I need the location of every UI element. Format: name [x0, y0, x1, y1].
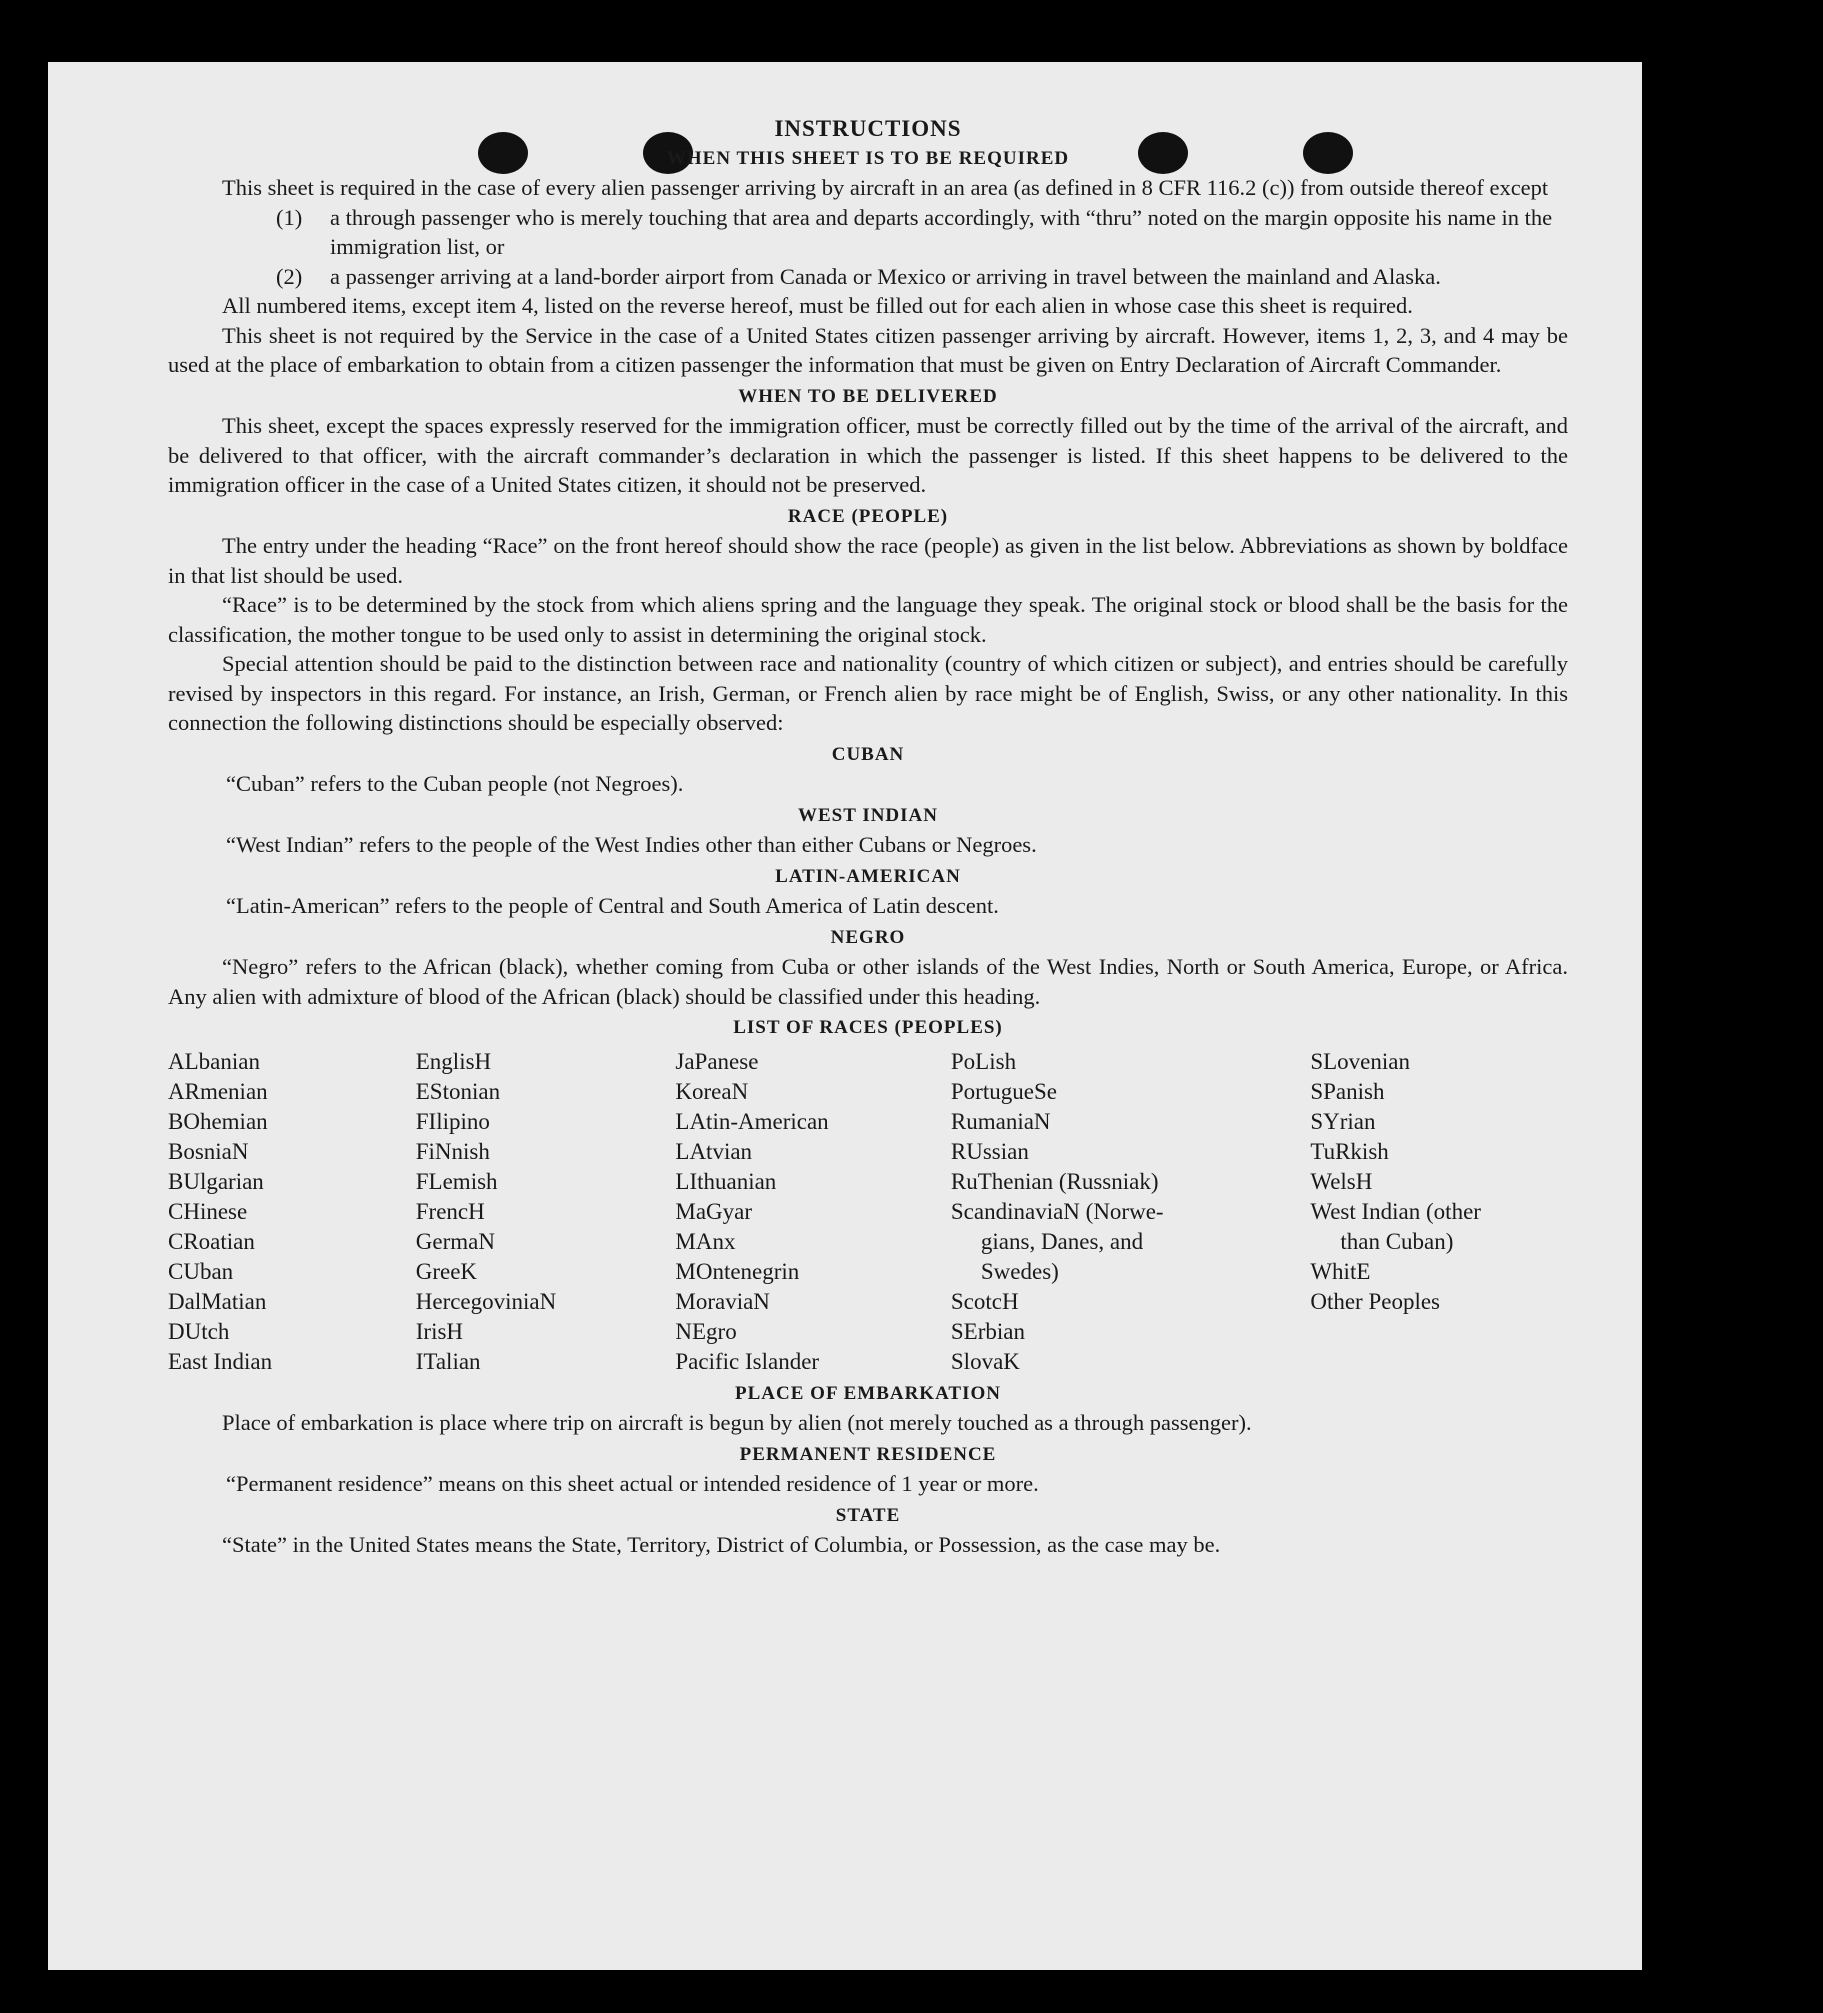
paragraph: The entry under the heading “Race” on the front hereof should show the race (people) as given in the list below. Abbreviations as shown by boldface in that list should be used. — [168, 533, 1568, 588]
race-entry: RUssian — [950, 1138, 1029, 1164]
race-entry: WelsH — [1310, 1168, 1373, 1194]
race-list — [168, 1047, 1568, 1377]
paragraph: “Permanent residence” means on this sheet actual or intended residence of 1 year or more. — [226, 1471, 1039, 1496]
race-column — [951, 1047, 1230, 1377]
section-heading: WHEN TO BE DELIVERED — [738, 385, 998, 407]
race-entry: CHinese — [168, 1198, 248, 1224]
item-text: a through passenger who is merely touching that area and departs accordingly, with “thru” noted on the margin opposite his name in the immigration list, or — [330, 204, 1553, 259]
race-entry: MaGyar — [675, 1198, 753, 1224]
race-entry: JaPanese — [675, 1048, 759, 1074]
race-entry: Other Peoples — [1310, 1288, 1441, 1314]
race-entry: DUtch — [168, 1318, 230, 1344]
race-entry: LAtin-American — [675, 1108, 829, 1134]
race-entry: gians, Danes, and — [980, 1228, 1144, 1254]
paragraph: This sheet is required in the case of every alien passenger arriving by aircraft in an area (as defined in 8 CFR 116.2 (c)) from outside thereof except — [222, 175, 1549, 200]
race-column — [1310, 1047, 1568, 1377]
paragraph: “Race” is to be determined by the stock from which aliens spring and the language they speak. The original stock or blood shall be the basis for the classification, the mother tongue to be used only to assist in determining the original stock. — [168, 592, 1568, 647]
race-entry: TuRkish — [1310, 1138, 1389, 1164]
race-entry: FiNnish — [415, 1138, 490, 1164]
paragraph: Special attention should be paid to the distinction between race and nationality (country of which citizen or subject), and entries should be carefully revised by inspectors in this regard. For instance, an Irish, German, or French alien by race might be of English, Swiss, or any other nationality. In this connection the following distinctions should be especially observed: — [168, 651, 1568, 735]
paragraph: Place of embarkation is place where trip on aircraft is begun by alien (not merely touched as a through passenger). — [222, 1410, 1252, 1435]
race-entry: East Indian — [168, 1348, 273, 1374]
race-column — [416, 1047, 676, 1377]
race-entry: RumaniaN — [950, 1108, 1051, 1134]
race-entry: GermaN — [415, 1228, 495, 1254]
race-entry: BOhemian — [168, 1108, 268, 1134]
section-heading: RACE (PEOPLE) — [787, 505, 949, 527]
race-entry: than Cuban) — [1340, 1228, 1454, 1254]
paragraph: “Cuban” refers to the Cuban people (not Negroes). — [226, 771, 684, 796]
race-entry: CRoatian — [168, 1228, 255, 1254]
race-entry: SLovenian — [1310, 1048, 1410, 1074]
race-entry: ITalian — [415, 1348, 481, 1374]
race-entry: LAtvian — [675, 1138, 753, 1164]
race-entry: MAnx — [675, 1228, 736, 1254]
race-entry: FIlipino — [415, 1108, 490, 1134]
race-entry: CUban — [168, 1258, 234, 1284]
race-entry: LIthuanian — [675, 1168, 777, 1194]
section-heading: LATIN-AMERICAN — [775, 865, 961, 887]
section-heading: WHEN THIS SHEET IS TO BE REQUIRED — [666, 147, 1070, 169]
race-entry: KoreaN — [675, 1078, 749, 1104]
list-item — [276, 203, 1568, 262]
section-heading: NEGRO — [830, 926, 906, 948]
race-entry: Swedes) — [980, 1258, 1059, 1284]
race-entry: ALbanian — [168, 1048, 260, 1074]
race-entry: WhitE — [1310, 1258, 1371, 1284]
race-entry: ARmenian — [168, 1078, 268, 1104]
section-heading: WEST INDIAN — [798, 804, 938, 826]
race-entry: HercegoviniaN — [415, 1288, 557, 1314]
race-entry: Pacific Islander — [675, 1348, 820, 1374]
race-entry: MoraviaN — [675, 1288, 770, 1314]
race-entry: SYrian — [1310, 1108, 1376, 1134]
race-entry: ScandinaviaN (Norwe- — [950, 1198, 1164, 1224]
paragraph: “Negro” refers to the African (black), whether coming from Cuba or other islands of the West Indies, North or South America, Europe, or Africa. Any alien with admixture of blood of the African (black) should be classified under this heading. — [168, 954, 1568, 1009]
race-entry: EnglisH — [415, 1048, 492, 1074]
section-heading: CUBAN — [831, 743, 905, 765]
section-heading: PLACE OF EMBARKATION — [735, 1382, 1001, 1404]
list-item — [276, 262, 1568, 292]
race-entry: MOntenegrin — [675, 1258, 800, 1284]
race-entry: SPanish — [1310, 1078, 1385, 1104]
race-entry: BosniaN — [168, 1138, 249, 1164]
race-column — [168, 1047, 416, 1377]
race-entry: PoLish — [950, 1048, 1017, 1074]
race-entry: PortugueSe — [950, 1078, 1057, 1104]
item-number: (2) — [276, 263, 303, 289]
document-page — [48, 62, 1642, 1970]
race-entry: GreeK — [415, 1258, 478, 1284]
paragraph: All numbered items, except item 4, listed on the reverse hereof, must be filled out for each alien in whose case this sheet is required. — [222, 293, 1413, 318]
section-heading: PERMANENT RESIDENCE — [739, 1443, 997, 1465]
race-entry: FLemish — [415, 1168, 498, 1194]
race-entry: DalMatian — [168, 1288, 267, 1314]
race-entry: SErbian — [950, 1318, 1025, 1344]
instructions-body — [168, 114, 1568, 1560]
race-entry: West Indian (other — [1310, 1198, 1481, 1224]
race-entry: BUlgarian — [168, 1168, 264, 1194]
section-heading: STATE — [835, 1504, 901, 1526]
paragraph: This sheet, except the spaces expressly reserved for the immigration officer, must be correctly filled out by the time of the arrival of the aircraft, and be delivered to that officer, with the aircraft commander’s declaration in which the passenger is listed. If this sheet happens to be delivered to the immigration officer in the case of a United States citizen, it should not be preserved. — [168, 413, 1568, 497]
race-entry: RuThenian (Russniak) — [950, 1168, 1159, 1194]
race-entry: IrisH — [415, 1318, 464, 1344]
race-entry: SlovaK — [950, 1348, 1020, 1374]
race-column — [675, 1047, 951, 1377]
item-number: (1) — [276, 204, 303, 230]
race-entry: ScotcH — [950, 1288, 1019, 1314]
race-entry: NEgro — [675, 1318, 737, 1344]
paragraph: “State” in the United States means the State, Territory, District of Columbia, or Possession, as the case may be. — [222, 1532, 1221, 1557]
race-entry: FrencH — [415, 1198, 485, 1224]
item-text: a passenger arriving at a land-border airport from Canada or Mexico or arriving in travel between the mainland and Alaska. — [330, 263, 1441, 289]
paragraph: “Latin-American” refers to the people of Central and South America of Latin descent. — [226, 893, 999, 918]
paragraph: This sheet is not required by the Service in the case of a United States citizen passenger arriving by aircraft. However, items 1, 2, 3, and 4 may be used at the place of embarkation to obtain from a citizen passenger the information that must be given on Entry Declaration of Aircraft Commander. — [168, 322, 1568, 377]
race-entry: EStonian — [415, 1078, 501, 1104]
section-heading: LIST OF RACES (PEOPLES) — [733, 1017, 1003, 1038]
page-title: INSTRUCTIONS — [774, 116, 962, 141]
paragraph: “West Indian” refers to the people of the West Indies other than either Cubans or Negroes. — [226, 832, 1037, 857]
